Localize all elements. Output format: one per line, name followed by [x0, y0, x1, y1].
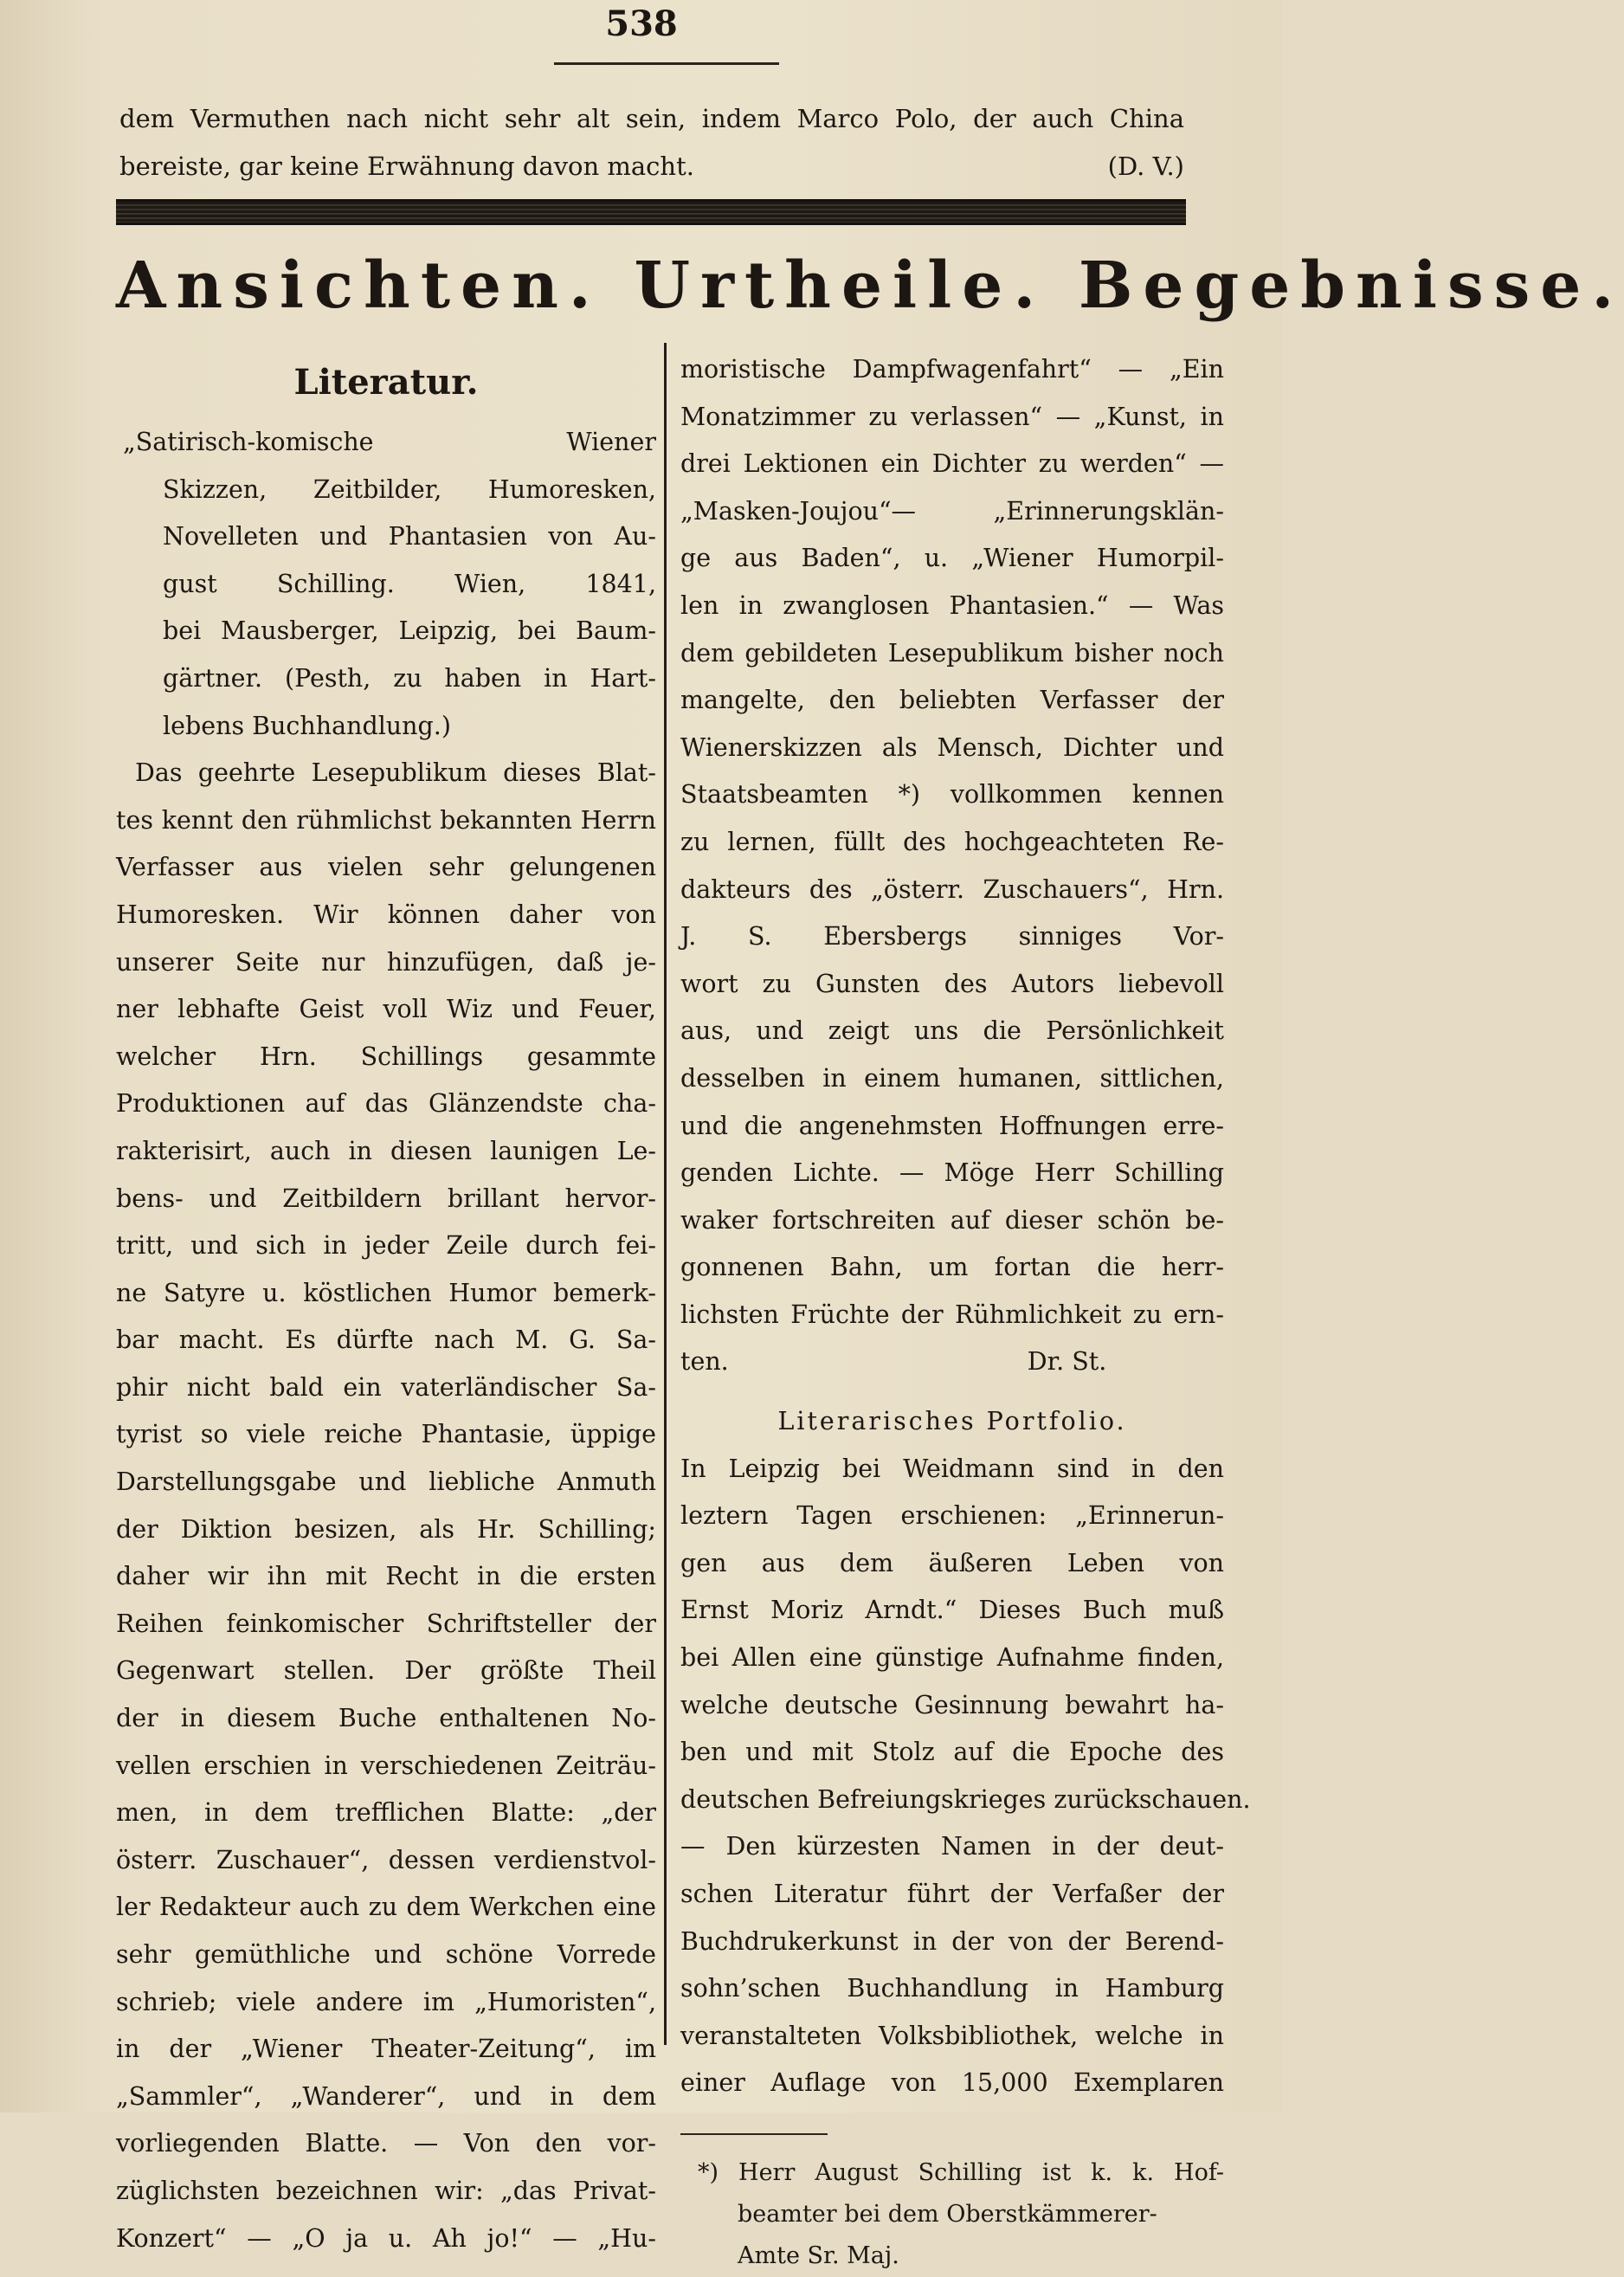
article-line: vellen erschien in verschiedenen Zeiträu-: [116, 1751, 656, 1780]
page-number: 538: [605, 3, 678, 44]
article-line: ne Satyre u. köstlichen Humor bemerk-: [116, 1278, 656, 1307]
carry-over-text: [119, 97, 1184, 188]
article-line: men, in dem trefflichen Blatte: „der: [116, 1798, 656, 1828]
article-line: lichsten Früchte der Rühmlichkeit zu ern-: [680, 1300, 1224, 1329]
article-line: Novelleten und Phantasien von Au-: [163, 522, 656, 552]
article-line: österr. Zuschauer“, dessen verdienstvol-: [116, 1845, 656, 1874]
article-line: genden Lichte. — Möge Herr Schilling: [680, 1158, 1224, 1188]
article-line: veranstalteten Volksbibliothek, welche in: [680, 2021, 1224, 2050]
article-line: J. S. Ebersbergs sinniges Vor-: [680, 922, 1224, 951]
footnote: [680, 2152, 1224, 2277]
article-line: gen aus dem äußeren Leben von: [680, 1548, 1224, 1577]
article-line: Konzert“ — „O ja u. Ah jo!“ — „Hu-: [116, 2223, 656, 2253]
portfolio-subheading: Literarisches Portfolio.: [777, 1407, 1127, 1436]
article-line: phir nicht bald ein vaterländischer Sa-: [116, 1372, 656, 1402]
article-line: daher wir ihn mit Recht in die ersten: [116, 1562, 656, 1591]
article-line: gust Schilling. Wien, 1841,: [163, 569, 656, 598]
article-line: welche deutsche Gesinnung bewahrt ha-: [680, 1690, 1224, 1719]
column-divider: [664, 343, 667, 2045]
article-line: ben und mit Stolz auf die Epoche des: [680, 1738, 1224, 1767]
article-line: unserer Seite nur hinzufügen, daß je-: [116, 947, 656, 977]
article-line: in der „Wiener Theater-Zeitung“, im: [116, 2035, 656, 2064]
carry-over-line-2: [119, 145, 1184, 188]
article-line: Gegenwart stellen. Der größte Theil: [116, 1656, 656, 1686]
article-line: Monatzimmer zu verlassen“ — „Kunst, in: [680, 402, 1224, 431]
article-line: bar macht. Es dürfte nach M. G. Sa-: [116, 1326, 656, 1355]
article-line: tes kennt den rühmlichst bekannten Herrn: [116, 805, 656, 835]
article-line: len in zwanglosen Phantasien.“ — Was: [680, 590, 1224, 620]
section-title: Ansichten. Urtheile. Begebnisse.: [116, 248, 1624, 323]
carry-over-line-1: dem Vermuthen nach nicht sehr alt sein, indem Marco Polo, der auch China: [119, 104, 1184, 133]
article-line: Produktionen auf das Glänzendste cha-: [116, 1089, 656, 1119]
article-line: wort zu Gunsten des Autors liebevoll: [680, 969, 1224, 998]
carry-over-line-2-text: bereiste, gar keine Erwähnung davon macht.: [119, 151, 694, 181]
article-line: Ernst Moriz Arndt.“ Dieses Buch muß: [680, 1596, 1224, 1625]
article-line: desselben in einem humanen, sittlichen,: [680, 1063, 1224, 1093]
article-line: sehr gemüthliche und schöne Vorrede: [116, 1940, 656, 1969]
article-line: Humoresken. Wir können daher von: [116, 900, 656, 929]
article-line: „Masken-Joujou“— „Erinnerungsklän-: [680, 496, 1224, 526]
carry-over-attribution: (D. V.): [1107, 151, 1184, 181]
footnote-line: *) Herr August Schilling ist k. k. Hof-: [698, 2158, 1224, 2186]
literature-heading: Literatur.: [293, 362, 479, 403]
article-line: sohn’schen Buchhandlung in Hamburg: [680, 1974, 1224, 2003]
article-line: welcher Hrn. Schillings gesammte: [116, 1042, 656, 1071]
signature-line: [680, 1338, 1224, 1386]
article-line: Darstellungsgabe und liebliche Anmuth: [116, 1467, 656, 1497]
article-line: aus, und zeigt uns die Persönlichkeit: [680, 1016, 1224, 1046]
article-line: bei Allen eine günstige Aufnahme finden,: [680, 1643, 1224, 1673]
article-line: — Den kürzesten Namen in der deut-: [680, 1832, 1224, 1861]
article-line: leztern Tagen erschienen: „Erinnerun-: [680, 1501, 1224, 1531]
right-column: [680, 346, 1251, 2277]
article-line: „Sammler“, „Wanderer“, und in dem: [116, 2081, 656, 2111]
article-line: Buchdrukerkunst in der von der Berend-: [680, 1926, 1224, 1956]
article-line: züglichsten bezeichnen wir: „das Privat-: [116, 2176, 656, 2205]
article-line: Reihen feinkomischer Schriftsteller der: [116, 1609, 656, 1638]
article-line: ner lebhafte Geist voll Wiz und Feuer,: [116, 995, 656, 1024]
article-line: der Diktion besizen, als Hr. Schilling;: [116, 1514, 656, 1544]
article-line: gonnenen Bahn, um fortan die herr-: [680, 1253, 1224, 1282]
article-line: lebens Buchhandlung.): [163, 711, 451, 740]
article-line: dem gebildeten Lesepublikum bisher noch: [680, 638, 1224, 668]
article-line: Verfasser aus vielen sehr gelungenen: [116, 853, 656, 882]
article-line: Skizzen, Zeitbilder, Humoresken,: [163, 474, 656, 504]
article-line: Wienerskizzen als Mensch, Dichter und: [680, 732, 1224, 762]
section-divider-rule: [116, 199, 1186, 225]
article-line: drei Lektionen ein Dichter zu werden“ —: [680, 449, 1224, 479]
footnote-line: Amte Sr. Maj.: [738, 2242, 899, 2269]
article-line: zu lernen, füllt des hochgeachteten Re-: [680, 827, 1224, 856]
article-signature: Dr. St.: [1027, 1347, 1107, 1377]
article-line: moristische Dampfwagenfahrt“ — „Ein: [680, 355, 1224, 384]
article-line: deutschen Befreiungskrieges zurückschauen.: [680, 1784, 1251, 1814]
footnote-line: beamter bei dem Oberstkämmerer-: [738, 2200, 1157, 2228]
article-line: ge aus Baden“, u. „Wiener Humorpil-: [680, 544, 1224, 573]
article-line: Das geehrte Lesepublikum dieses Blat-: [135, 758, 656, 788]
article-line: einer Auflage von 15,000 Exemplaren: [680, 2068, 1224, 2098]
article-line: und die angenehmsten Hoffnungen erre-: [680, 1111, 1224, 1140]
article-line: „Satirisch-komische Wiener: [123, 428, 656, 456]
article-line: mangelte, den beliebten Verfasser der: [680, 686, 1224, 715]
left-column: [116, 346, 656, 2262]
article-line: dakteurs des „österr. Zuschauers“, Hrn.: [680, 874, 1224, 904]
article-line: schen Literatur führt der Verfaßer der: [680, 1880, 1224, 1908]
article-line: Staatsbeamten *) vollkommen kennen: [680, 780, 1224, 810]
article-line: tyrist so viele reiche Phantasie, üppige: [116, 1420, 656, 1449]
article-line: tritt, und sich in jeder Zeile durch fei-: [116, 1231, 656, 1261]
article-line: bei Mausberger, Leipzig, bei Baum-: [163, 616, 656, 646]
signature-line-word: ten.: [680, 1347, 729, 1377]
article-line: vorliegenden Blatte. — Von den vor-: [116, 2129, 656, 2158]
article-line: ler Redakteur auch zu dem Werkchen eine: [116, 1893, 656, 1922]
article-line: bens- und Zeitbildern brillant hervor-: [116, 1184, 656, 1213]
article-line: rakterisirt, auch in diesen launigen Le-: [116, 1136, 656, 1165]
article-line: In Leipzig bei Weidmann sind in den: [680, 1454, 1224, 1483]
article-line: schrieb; viele andere im „Humoristen“,: [116, 1987, 656, 2016]
page-number-rule: [554, 62, 779, 65]
article-line: waker fortschreiten auf dieser schön be-: [680, 1205, 1224, 1235]
article-line: der in diesem Buche enthaltenen No-: [116, 1704, 656, 1733]
article-line: gärtner. (Pesth, zu haben in Hart-: [163, 663, 656, 693]
footnote-rule: [680, 2133, 828, 2135]
